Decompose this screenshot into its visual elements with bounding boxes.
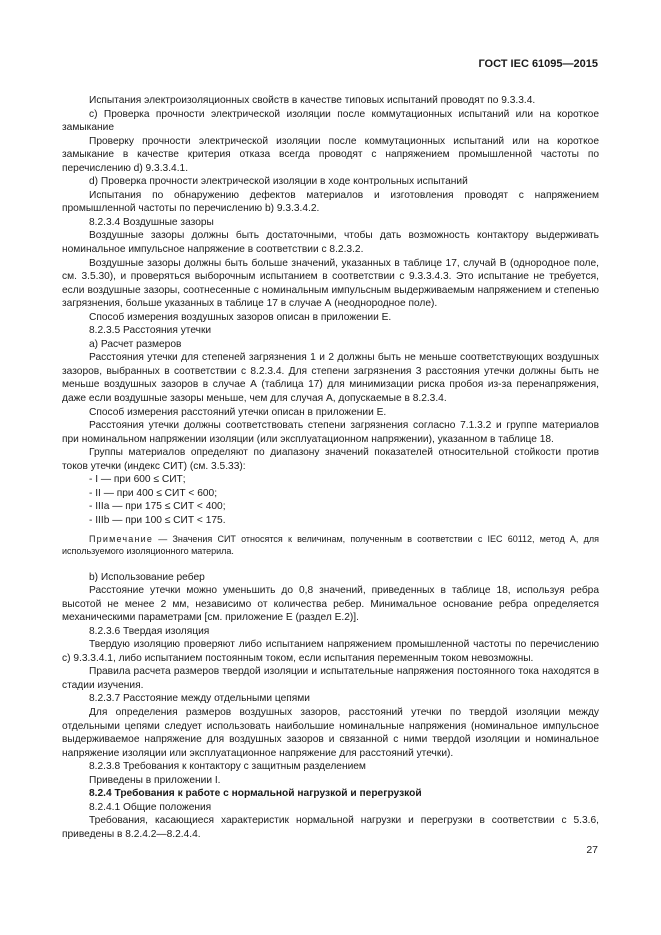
paragraph: Проверку прочности электрической изоляции после коммутационных испытаний или на короткое замыкание в качестве критерия отказа всегда проводят с напряжением промышленной частоты по перечислению d) 9.3.3.4.1.: [62, 135, 599, 174]
paragraph: Испытания электроизоляционных свойств в качестве типовых испытаний проводят по 9.3.3.4.: [89, 95, 536, 106]
list-item: - IIIb — при 100 ≤ СИТ < 175.: [89, 514, 226, 526]
subsection-heading: 8.2.3.5 Расстояния утечки: [89, 325, 212, 337]
section-heading: 8.2.4 Требования к работе с нормальной нагрузкой и перегрузкой: [89, 788, 422, 800]
paragraph: Испытания по обнаружению дефектов материалов и изготовления проводят с напряжением промышленной частоты по перечислению b) 9.3.3.4.2.: [62, 189, 599, 215]
list-item: - IIIa — при 175 ≤ СИТ < 400;: [89, 501, 226, 513]
paragraph: Для определения размеров воздушных зазоров, расстояний утечки по твердой изоляции между отдельными цепями следует использовать наибольшие номинальные напряжения (номинальное импульсное выдерживаемое напряжение для воздушных зазоров и связанной с ними твердой изоляции и номинальное напряжение изоляции или эксплуатационное напряжение для расстояний утечки).: [62, 706, 599, 759]
subsection-heading: 8.2.3.6 Твердая изоляция: [89, 625, 210, 637]
paragraph: Группы материалов определяют по диапазону значений показателей относительной стойкости против токов утечки (индекс СИТ) (см. 3.5.33):: [62, 447, 599, 472]
paragraph: Расстояния утечки для степеней загрязнения 1 и 2 должны быть не меньше соответствующих воздушных зазоров, выбранных в соответствии с 8.2.3.4. Для степени загрязнения 3 расстояния утечки должны быть не меньше воздушных зазоров в случае А (таблица 17) для минимизации риска пробоя из-за перенапряжения, даже если воздушные зазоры меньше, чем для случая А, допускаемые в 8.2.3.4.: [62, 352, 599, 405]
paragraph: с) Проверка прочности электрической изоляции после коммутационных испытаний или на короткое замыкание: [62, 108, 599, 134]
note: [62, 533, 599, 557]
paragraph: Способ измерения расстояний утечки описан в приложении Е.: [89, 406, 387, 418]
page-number: 27: [586, 844, 598, 856]
paragraph: а) Расчет размеров: [89, 338, 182, 350]
paragraph: Расстояние утечки можно уменьшить до 0,8 значений, приведенных в таблице 18, используя ребра высотой не менее 2 мм, независимо от количества ребер. Минимальное основание ребра определяется механическими параметрами [см. приложение Е (раздел Е.2)].: [62, 585, 599, 624]
note-label: Примечание: [89, 533, 154, 544]
subsection-heading: 8.2.3.4 Воздушные зазоры: [89, 216, 214, 228]
paragraph: Воздушные зазоры должны быть больше значений, указанных в таблице 17, случай В (однородное поле, см. 3.5.30), и проверяться выборочным испытанием в соответствии с 9.3.3.4.3. Это испытание не требуется, если воздушные зазоры, соотнесенные с номинальным импульсным выдерживаемым напряжением и степенью загрязнения, больше указанных в таблице 17 в случае А (неоднородное поле).: [62, 257, 599, 310]
cti-group-list: [62, 473, 599, 527]
paragraph: Требования, касающиеся характеристик нормальной нагрузки и перегрузки в соответствии с 5.3.6, приведены в 8.2.4.2—8.2.4.4.: [62, 815, 599, 840]
paragraph: Способ измерения воздушных зазоров описан в приложении Е.: [89, 311, 392, 323]
document-header: ГОСТ IEC 61095—2015: [478, 58, 598, 70]
paragraph: b) Использование ребер: [89, 571, 205, 583]
paragraph: Воздушные зазоры должны быть достаточными, чтобы дать возможность контактору выдерживать номинальное импульсное напряжение в соответствии с 8.2.3.2.: [62, 230, 599, 256]
subsection-heading: 8.2.3.8 Требования к контактору с защитным разделением: [89, 761, 366, 773]
list-item: - II — при 400 ≤ СИТ < 600;: [89, 487, 218, 499]
paragraph: Расстояния утечки должны соответствовать степени загрязнения согласно 7.1.3.2 и группе материалов при номинальном напряжении изоляции (или эксплуатационном напряжении), указанном в таблице 18.: [62, 420, 599, 445]
subsection-heading: 8.2.4.1 Общие положения: [89, 801, 212, 813]
paragraph: d) Проверка прочности электрической изоляции в ходе контрольных испытаний: [89, 176, 468, 188]
subsection-heading: 8.2.3.7 Расстояние между отдельными цепями: [89, 693, 310, 705]
paragraph: Приведены в приложении I.: [89, 774, 221, 786]
list-item: - I — при 600 ≤ СИТ;: [89, 474, 186, 486]
paragraph: Правила расчета размеров твердой изоляции и испытательные напряжения постоянного тока находятся в стадии изучения.: [62, 666, 599, 691]
document-body: [62, 94, 599, 841]
paragraph: Твердую изоляцию проверяют либо испытанием напряжением промышленной частоты по перечислению с) 9.3.3.4.1, либо испытанием постоянным током, если испытания переменным током невозможны.: [62, 639, 599, 664]
note-text: — Значения СИТ относятся к величинам, полученным в соответствии с IEC 60112, метод А, для используемого изоляционного материла.: [62, 533, 599, 556]
